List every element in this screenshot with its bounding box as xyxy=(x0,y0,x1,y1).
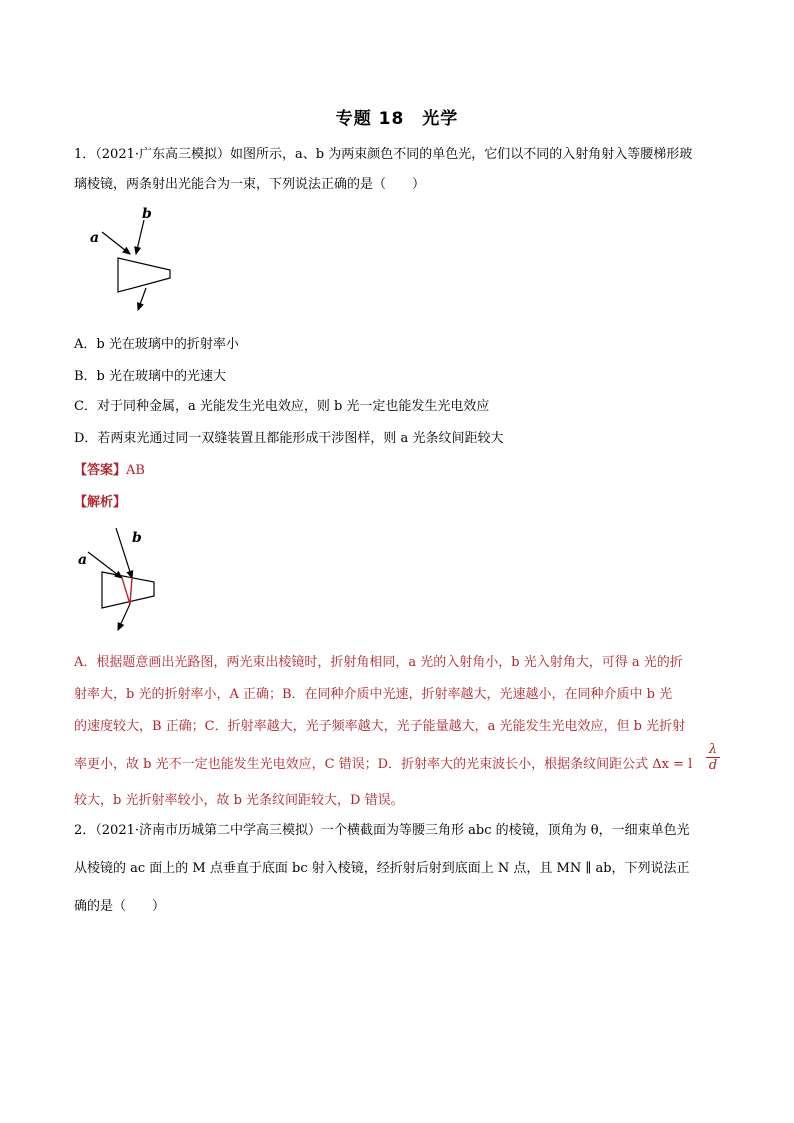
question-1-stem-line-2: 璃棱镜，两条射出光能合为一束，下列说法正确的是（ ） xyxy=(74,177,426,192)
question-1-stem-line-1: 1．（2021·广东高三模拟）如图所示，a、b 为两束颜色不同的单色光，它们以不同的入射角射入等腰梯形玻 xyxy=(74,147,693,162)
option-b: B．b 光在玻璃中的光速大 xyxy=(74,369,227,384)
question-2-stem-line-1: 2．（2021·济南市历城第二中学高三模拟）一个横截面为等腰三角形 abc 的棱镜，顶角为 θ，一细束单色光 xyxy=(74,823,690,838)
ray-b xyxy=(136,220,144,254)
answer-row xyxy=(74,462,145,480)
analysis-label-a: a xyxy=(78,552,88,568)
question-2-stem-line-3: 确的是（ ） xyxy=(74,899,166,914)
option-d: D．若两束光通过同一双缝装置且都能形成干涉图样，则 a 光条纹间距较大 xyxy=(74,431,504,446)
option-a: A．b 光在玻璃中的折射率小 xyxy=(74,337,239,352)
formula-numerator: λ xyxy=(706,742,720,758)
formula-fraction xyxy=(706,742,720,773)
analysis-line-1: A．根据题意画出光路图，两光束出棱镜时，折射角相同，a 光的入射角小，b 光入射角大，可得 a 光的折 xyxy=(74,655,683,670)
question-2-stem-line-2: 从棱镜的 ac 面上的 M 点垂直于底面 bc 射入棱镜，经折射后射到底面上 N 点，且 MN ∥ ab，下列说法正 xyxy=(74,861,690,876)
analysis-red-path-a xyxy=(122,578,130,604)
analysis-red-path-b xyxy=(130,578,132,604)
page-title: 专题 18 光学 xyxy=(335,109,459,129)
analysis-prism-figure xyxy=(74,522,184,637)
answer-value: AB xyxy=(126,463,145,478)
analysis-ray-b xyxy=(116,528,132,578)
prism-shape xyxy=(118,258,170,292)
analysis-label-b: b xyxy=(132,530,142,546)
analysis-ray-a xyxy=(88,552,122,578)
formula-denominator: d xyxy=(708,758,718,773)
analysis-tag: 【解析】 xyxy=(74,495,127,510)
label-b: b xyxy=(142,206,152,222)
analysis-ray-out xyxy=(118,604,130,630)
ray-a xyxy=(102,232,130,254)
answer-tag: 【答案】 xyxy=(74,463,127,478)
analysis-line-2: 射率大，b 光的折射率小，A 正确；B．在同种介质中光速，折射率越大，光速越小，在同种介质中 b 光 xyxy=(74,687,673,702)
analysis-line-5: 较大，b 光折射率较小，故 b 光条纹间距较大，D 错误。 xyxy=(74,793,404,808)
analysis-line-4: 率更小，故 b 光不一定也能发生光电效应，C 错误；D．折射率大的光束波长小，根据条纹间距公式 Δx = l xyxy=(74,757,693,772)
ray-out xyxy=(138,288,146,310)
label-a: a xyxy=(90,230,100,246)
question-1-prism-figure xyxy=(86,206,196,316)
analysis-line-3: 的速度较大，B 正确；C．折射率越大，光子频率越大，光子能量越大，a 光能发生光电效应，但 b 光折射 xyxy=(74,719,686,734)
analysis-prism-shape xyxy=(102,572,154,608)
option-c: C．对于同种金属，a 光能发生光电效应，则 b 光一定也能发生光电效应 xyxy=(74,399,490,414)
